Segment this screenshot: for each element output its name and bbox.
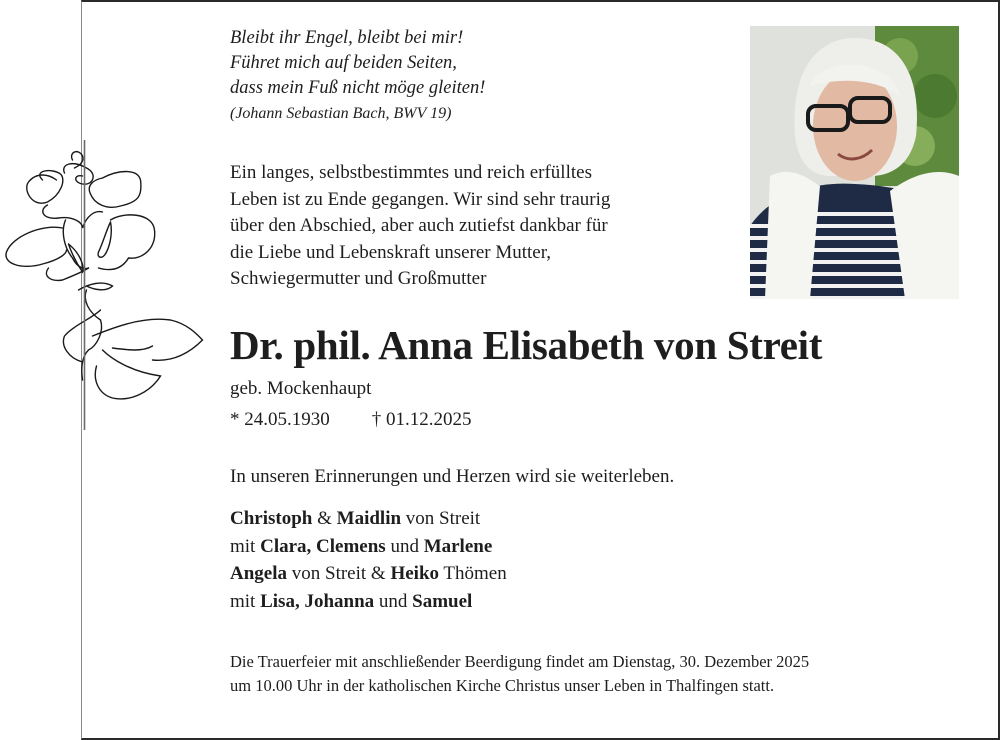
funeral-service-info	[230, 650, 809, 698]
intro-line: Ein langes, selbstbestimmtes und reich erfülltes	[230, 162, 592, 183]
intro-line: über den Abschied, aber auch zutiefst dankbar für	[230, 215, 608, 236]
maiden-name: geb. Mockenhaupt	[230, 378, 372, 399]
family-text: mit	[230, 535, 261, 557]
family-text: &	[312, 508, 337, 529]
family-text: und	[385, 535, 424, 557]
quote-line: Führet mich auf beiden Seiten,	[230, 53, 457, 73]
intro-line: die Liebe und Lebenskraft unserer Mutter,	[230, 241, 552, 263]
intro-line: Schwiegermutter und Großmutter	[230, 268, 487, 289]
intro-text	[230, 160, 610, 293]
family-name-bold: Clara, Clemens	[260, 535, 386, 557]
family-line	[230, 588, 507, 616]
family-name-bold: Marlene	[423, 535, 493, 557]
mourners-list	[230, 505, 507, 615]
family-name-bold: Christoph	[230, 508, 313, 529]
family-text: Thömen	[439, 563, 507, 584]
intro-line: Leben ist zu Ende gegangen. Wir sind sehr traurig	[230, 188, 611, 210]
bach-quote	[230, 26, 485, 126]
portrait-photo	[750, 26, 959, 299]
rose-line-art-icon	[0, 140, 205, 430]
birth-date: * 24.05.1930	[230, 409, 330, 430]
family-text: von Streit &	[287, 563, 391, 584]
service-line: um 10.00 Uhr in der katholischen Kirche Christus unser Leben in Thalfingen statt.	[230, 676, 775, 695]
death-date: † 01.12.2025	[371, 409, 472, 430]
quote-line: Bleibt ihr Engel, bleibt bei mir!	[230, 28, 464, 48]
service-line: Die Trauerfeier mit anschließender Beerdigung findet am Dienstag, 30. Dezember 2025	[230, 652, 810, 671]
quote-line: dass mein Fuß nicht möge gleiten!	[230, 78, 486, 98]
family-text: mit	[230, 590, 261, 612]
family-text: von Streit	[401, 508, 481, 529]
family-line	[230, 560, 507, 588]
family-name-bold: Heiko	[390, 563, 440, 584]
family-name-bold: Maidlin	[336, 508, 402, 529]
family-line	[230, 505, 507, 533]
quote-source: (Johann Sebastian Bach, BWV 19)	[230, 105, 452, 122]
life-dates	[230, 409, 472, 431]
family-text: und	[374, 590, 413, 612]
memory-line: In unseren Erinnerungen und Herzen wird sie weiterleben.	[230, 466, 675, 487]
family-name-bold: Lisa, Johanna	[260, 590, 375, 612]
family-name-bold: Angela	[230, 563, 287, 584]
deceased-name: Dr. phil. Anna Elisabeth von Streit	[230, 322, 823, 368]
family-line	[230, 533, 507, 561]
family-name-bold: Samuel	[412, 590, 473, 612]
